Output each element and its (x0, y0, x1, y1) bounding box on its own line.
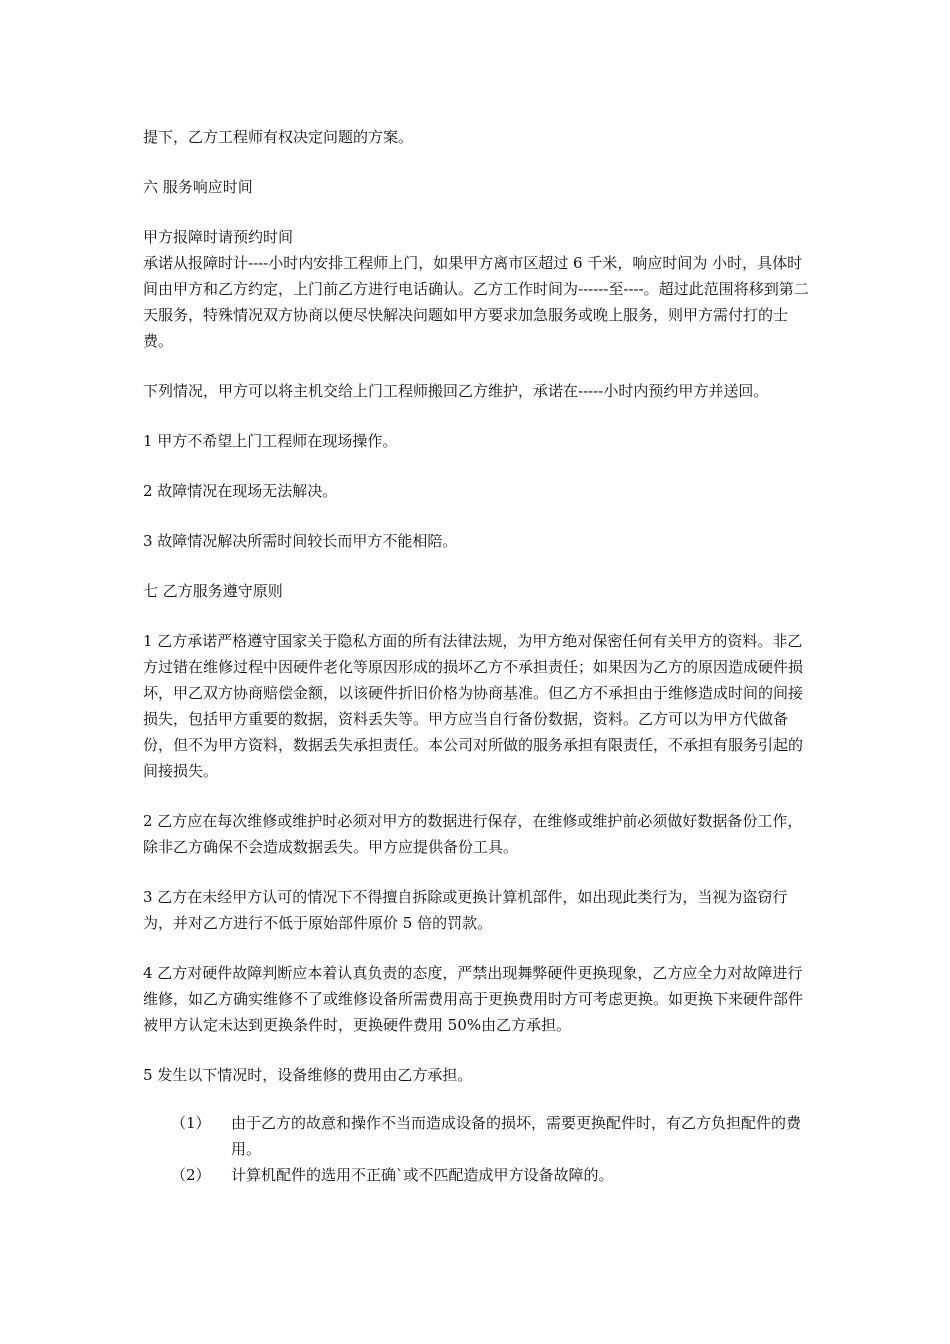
list-item-number: （1） (171, 1114, 211, 1132)
principle-5: 5 发生以下情况时，设备维修的费用由乙方承担。 (143, 1066, 473, 1084)
list-item (143, 1162, 815, 1188)
principle-1: 1 乙方承诺严格遵守国家关于隐私方面的所有法律法规，为甲方绝对保密任何有关甲方的资料。非乙方过错在维修过程中因硬件老化等原因形成的损坏乙方不承担责任；如果因为乙方的原因造成硬件损坏，甲乙双方协商赔偿金额，以该硬件折旧价格为协商基准。但乙方不承担由于维修造成时间的间接损失，包括甲方重要的数据，资料丢失等。甲方应当自行备份数据，资料。乙方可以为甲方代做备份，但不为甲方资料，数据丢失承担责任。本公司对所做的服务承担有限责任，不承担有服务引起的间接损失。 (143, 632, 804, 780)
list-case-2: 2 故障情况在现场无法解决。 (143, 482, 338, 500)
document-body (143, 124, 815, 1188)
paragraph-response-time: 承诺从报障时计----小时内安排工程师上门，如果甲方离市区超过 6 千米，响应时间为 小时，具体时间由甲方和乙方约定，上门前乙方进行电话确认。乙方工作时间为------至----。超过此范围将移到第二天服务，特殊情况双方协商以便尽快解决问题如甲方要求加急服务或晚上服务，则甲方需付打的士费。 (143, 254, 809, 350)
principle-2: 2 乙方应在每次维修或维护时必须对甲方的数据进行保存，在维修或维护前必须做好数据备份工作，除非乙方确保不会造成数据丢失。甲方应提供备份工具。 (143, 812, 803, 856)
subheading-appointment: 甲方报障时请预约时间 (143, 228, 294, 246)
list-item-text: 计算机配件的选用不正确`或不匹配造成甲方设备故障的。 (231, 1166, 614, 1184)
paragraph-continuation: 提下，乙方工程师有权决定问题的方案。 (143, 128, 414, 146)
list-item-text: 由于乙方的故意和操作不当而造成设备的损坏，需要更换配件时，有乙方负担配件的费用。 (231, 1114, 802, 1158)
list-case-1: 1 甲方不希望上门工程师在现场操作。 (143, 432, 398, 450)
numbered-list (143, 1110, 815, 1188)
section-heading-7: 七 乙方服务遵守原则 (143, 582, 283, 600)
list-item (143, 1110, 815, 1162)
list-item-number: （2） (171, 1166, 211, 1184)
section-heading-6: 六 服务响应时间 (143, 178, 253, 196)
principle-3: 3 乙方在未经甲方认可的情况下不得擅自拆除或更换计算机部件，如出现此类行为，当视为盗窃行为，并对乙方进行不低于原始部件原价 5 倍的罚款。 (143, 888, 788, 932)
principle-4: 4 乙方对硬件故障判断应本着认真负责的态度，严禁出现舞弊硬件更换现象，乙方应全力对故障进行维修，如乙方确实维修不了或维修设备所需费用高于更换费用时方可考虑更换。如更换下来硬件部件被甲方认定未达到更换条件时，更换硬件费用 50%由乙方承担。 (143, 964, 804, 1034)
paragraph-takeback: 下列情况，甲方可以将主机交给上门工程师搬回乙方维护，承诺在-----小时内预约甲方并送回。 (143, 382, 769, 400)
list-case-3: 3 故障情况解决所需时间较长而甲方不能相陪。 (143, 532, 458, 550)
